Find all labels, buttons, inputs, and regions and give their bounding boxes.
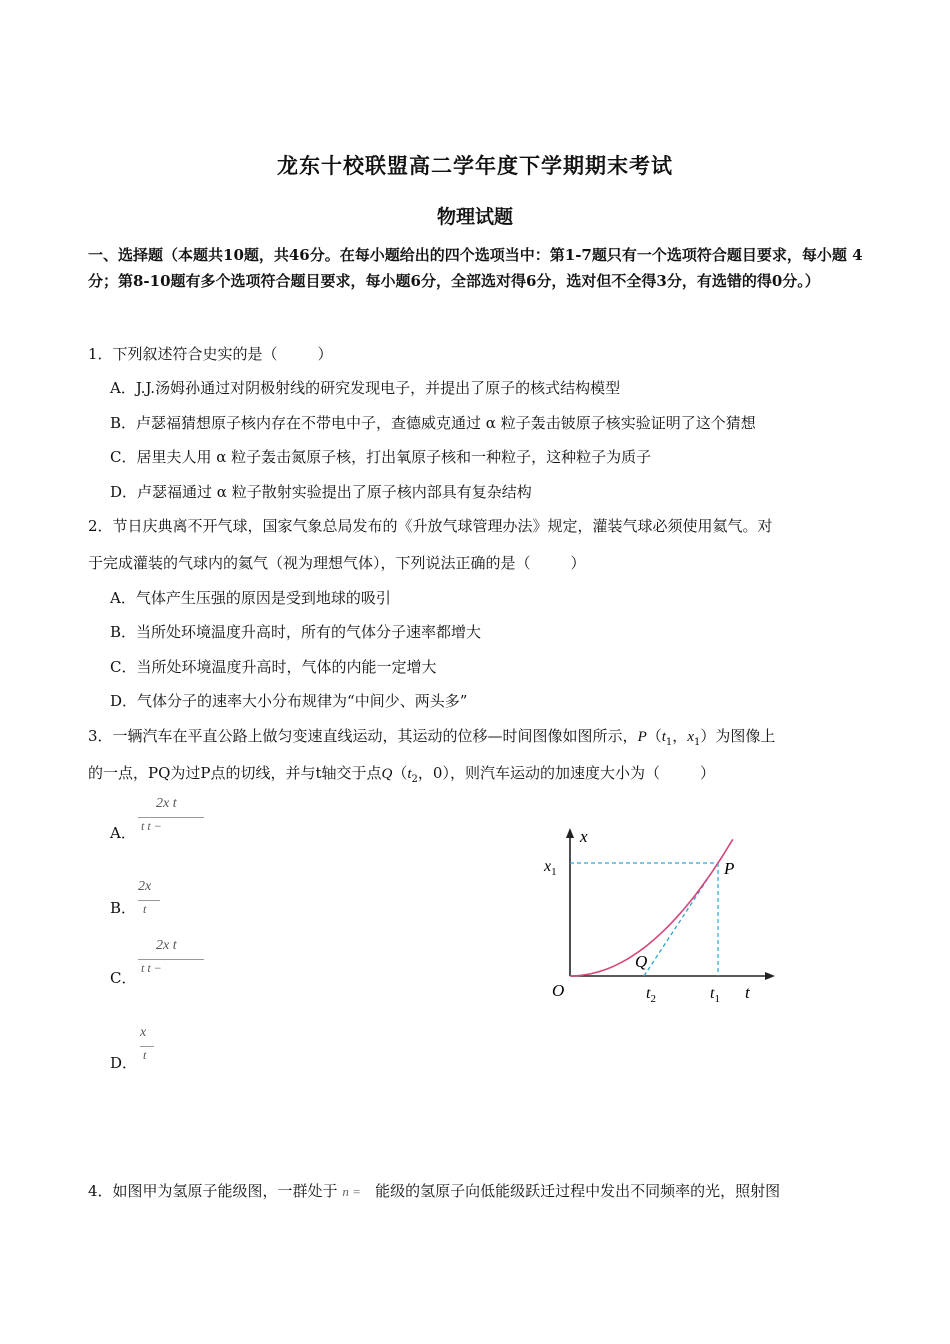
question-3-option-c-label: C． [110,969,137,987]
exam-title: 龙东十校联盟高二学年度下学期期末考试 [277,153,673,178]
tick-label-t1: $t_1$ [710,985,720,1005]
question-2-option-c: C．当所处环境温度升高时，气体的内能一定增大 [110,658,437,676]
question-1-option-b: B．卢瑟福猜想原子核内存在不带电中子，查德威克通过 α 粒子轰击铍原子核实验证明了这个猜想 [110,414,756,432]
question-3-option-d-label: D． [110,1054,138,1072]
question-1-option-a: A．J.J.汤姆孙通过对阴极射线的研究发现电子，并提出了原子的核式结构模型 [110,379,621,397]
question-2-stem-line1: 2．节日庆典离不开气球，国家气象总局发布的《升放气球管理办法》规定，灌装气球必须使用氦气。对 [88,517,773,535]
question-1-stem: 1．下列叙述符合史实的是（ ） [88,345,333,363]
question-2-option-d: D．气体分子的速率大小分布规律为“中间少、两头多” [110,692,468,710]
question-3-option-a-label: A． [110,824,136,842]
question-1-option-c: C．居里夫人用 α 粒子轰击氮原子核，打出氧原子核和一种粒子，这种粒子为质子 [110,448,652,466]
question-2-option-b: B．当所处环境温度升高时，所有的气体分子速率都增大 [110,623,482,641]
question-4-stem: 4．如图甲为氢原子能级图，一群处于 n = 能级的氢原子向低能级跃迁过程中发出不同频率的光，照射图 [88,1182,781,1200]
t-axis-label: t [745,983,750,1002]
point-q-label: Q [635,952,648,971]
tick-label-x1: $x_1$ [544,858,557,878]
question-3-stem-line1: 3．一辆汽车在平直公路上做匀变速直线运动，其运动的位移—时间图像如图所示，$P(t_1$，$x_1$）为图像上 [88,727,776,748]
x-axis-arrow [566,828,574,838]
question-1-option-d: D．卢瑟福通过 α 粒子散射实验提出了原子核内部具有复杂结构 [110,483,532,501]
exam-subtitle: 物理试题 [436,206,513,228]
section-instructions: 一、选择题（本题共10题，共46分。在每小题给出的四个选项当中：第1-7题只有一个选项符合题目要求，每小题 4 分；第8-10题有多个选项符合题目要求，每小题6分，全部选对得6分，选对但不全得3分，有选错的得0分。） [88,246,863,290]
xt-graph [540,826,780,1006]
question-3-stem-line2: 的一点，PQ为过P点的切线，并与t轴交于点$Q(t_2$，0），则汽车运动的加速度大小为（ ） [88,764,715,785]
question-3-option-b-label: B． [110,899,137,917]
question-2-option-a: A．气体产生压强的原因是受到地球的吸引 [110,589,391,607]
question-2-stem-line2: 于完成灌装的气球内的氦气（视为理想气体），下列说法正确的是（ ） [88,554,586,572]
x-axis-label: x [580,827,588,846]
point-p-label: P [724,859,735,878]
t-axis-arrow [765,972,775,980]
tick-label-t2: $t_2$ [646,985,656,1005]
origin-label: O [552,981,565,1000]
xt-curve [570,839,733,976]
